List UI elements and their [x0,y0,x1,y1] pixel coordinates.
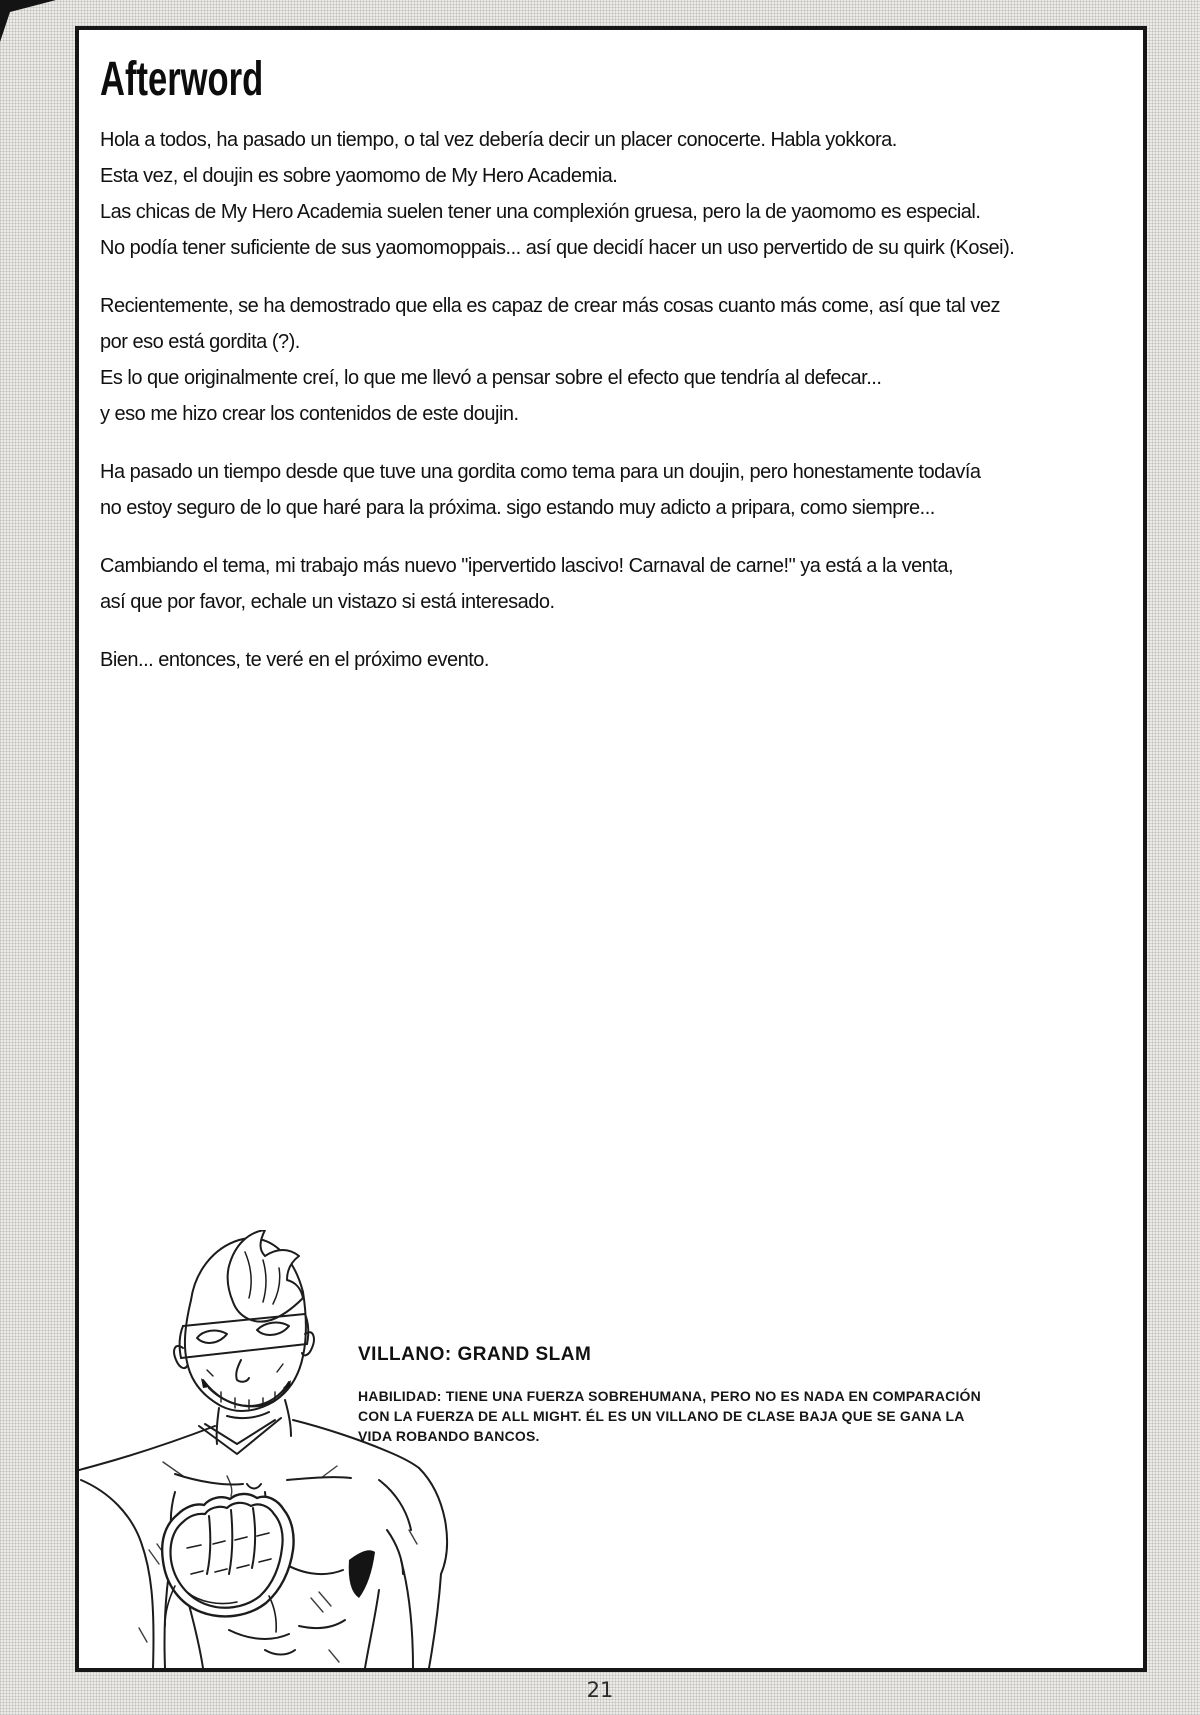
afterword-paragraph [100,288,1114,432]
right-eye-hole [257,1323,289,1335]
nose [236,1360,249,1382]
villain-grin [201,1378,291,1418]
afterword-line: Bien... entonces, te veré en el próximo evento. [100,649,489,671]
afterword-line: así que por favor, echale un vistazo si está interesado. [100,591,555,613]
ability-text: TIENE UNA FUERZA SOBREHUMANA, PERO NO ES NADA EN COMPARACIÓN [445,1388,981,1404]
page-number: 21 [586,1678,614,1702]
ability-label: HABILIDAD: [358,1388,442,1404]
afterword-line: Cambiando el tema, mi trabajo más nuevo "ipervertido lascivo! Carnaval de carne!" ya está a la venta, [100,555,954,577]
villain-mask [180,1314,309,1358]
left-eye-hole [197,1331,227,1343]
afterword-line: Es lo que originalmente creí, lo que me llevó a pensar sobre el efecto que tendría al defecar... [100,367,882,389]
afterword-paragraph [100,122,1114,266]
afterword-line: Esta vez, el doujin es sobre yaomomo de My Hero Academia. [100,165,618,187]
page-title: Afterword [100,53,264,106]
afterword-line: no estoy seguro de lo que haré para la próxima. sigo estando muy adicto a pripara, como siempre... [100,497,935,519]
ability-line: VIDA ROBANDO BANCOS. [358,1428,540,1444]
afterword-paragraph [100,642,1114,678]
afterword-line: Las chicas de My Hero Academia suelen tener una complexión gruesa, pero la de yaomomo es especial. [100,201,981,223]
afterword-line: Ha pasado un tiempo desde que tuve una gordita como tema para un doujin, pero honestamente todavía [100,461,981,483]
afterword-line: Hola a todos, ha pasado un tiempo, o tal vez debería decir un placer conocerte. Habla yokkora. [100,129,897,151]
ability-line [358,1386,981,1406]
scan-corner-artifact [0,0,60,42]
afterword-line: No podía tener suficiente de sus yaomomoppais... así que decidí hacer un uso pervertido de su quirk (Kosei). [100,237,1015,259]
afterword-paragraph [100,548,1114,620]
villain-caption [358,1344,591,1366]
afterword-paragraph [100,454,1114,526]
villain-hair [228,1230,303,1322]
afterword-line: por eso está gordita (?). [100,331,300,353]
ability-line: CON LA FUERZA DE ALL MIGHT. ÉL ES UN VILLANO DE CLASE BAJA QUE SE GANA LA [358,1408,965,1424]
afterword-line: y eso me hizo crear los contenidos de este doujin. [100,403,519,425]
afterword-body [100,122,1114,700]
villain-ability [358,1386,981,1446]
villain-name: GRAND SLAM [457,1344,592,1365]
villain-label: VILLANO: [358,1344,452,1365]
afterword-line: Recientemente, se ha demostrado que ella es capaz de crear más cosas cuanto más come, así que tal vez [100,295,1001,317]
villain-illustration [79,1230,463,1668]
villain-fist [162,1494,293,1632]
manga-page-panel [75,26,1147,1672]
